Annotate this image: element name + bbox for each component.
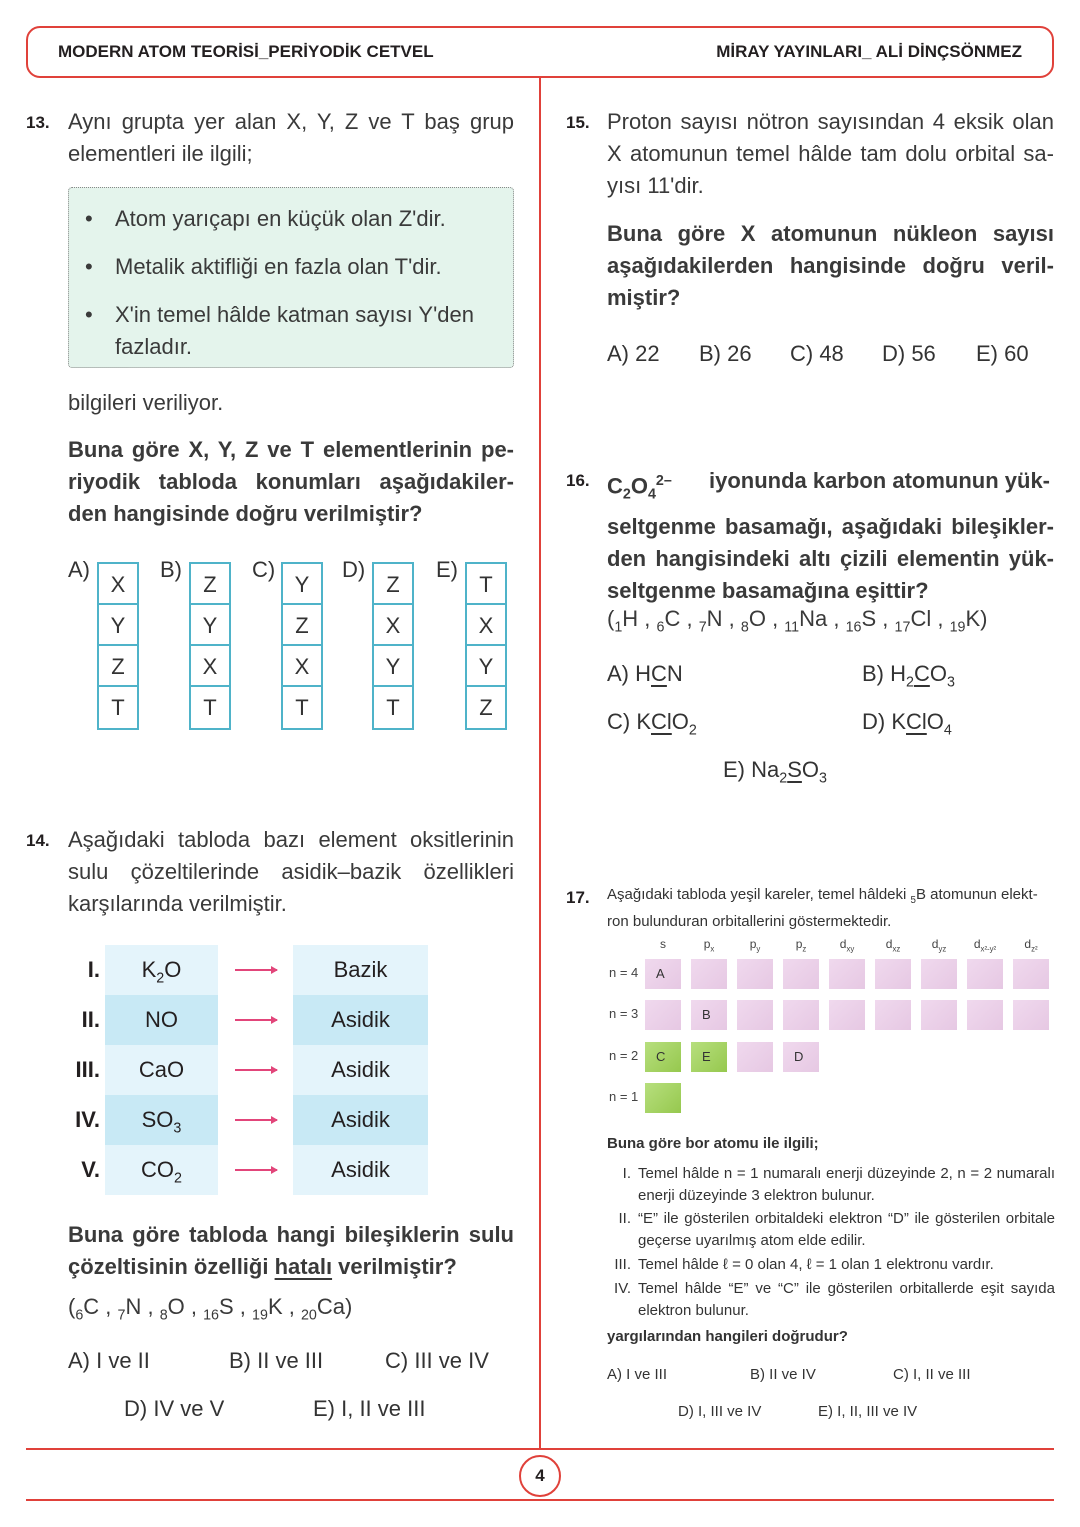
oxide-formula [105,995,218,1045]
arrow-icon [235,1169,277,1171]
page-header [26,26,1054,78]
question-13-prompt [68,434,514,530]
statement-text: Temel hâlde “E” ve “C” ile gösterilen orbitallerde eşit sayıda elektron bulunur. [638,1280,1055,1319]
orbital-box [875,1000,911,1030]
question-13-intro [68,106,514,170]
statement-numeral: III. [614,1256,631,1273]
text-line: Buna göre X, Y, Z ve T elementlerinin pe- [68,437,514,462]
table-row [60,945,430,995]
formula-part: S , [861,606,895,631]
table-row [60,1145,430,1195]
orbital-box-filled [645,1083,681,1113]
text-line: miştir? [607,285,681,310]
formula-part: d [839,937,847,951]
statement-text: “E” ile gösterilen orbitaldeki elektron “D” ile gösterilen orbitale geçerse uyarılmış atom elde edilir. [638,1210,1055,1249]
oxide-formula [105,1045,218,1095]
orbital-column-header [737,937,773,953]
text-line: iyonunda karbon atomunun yük- [709,468,1051,493]
formula-part: z [802,944,807,954]
text-line: Aşağıdaki tabloda bazı element oksitlerinin [68,827,514,852]
formula-part: 6 [75,1307,84,1324]
formula-part: 5 [910,895,916,906]
formula-part: N [666,661,683,686]
footer-divider [26,1448,1054,1450]
formula-part: ( [68,1294,76,1319]
column-cell: Y [99,605,137,646]
page-number: 4 [519,1455,561,1497]
underlined-element: S [787,757,802,782]
column-cell: T [111,695,125,720]
answer-option[interactable]: B) 26 [699,341,752,366]
text-line: karşılarında verilmiştir. [68,891,287,916]
orbital-box [737,1042,773,1072]
formula-part: Aşağıdaki tabloda yeşil kareler, temel hâldeki [607,886,911,903]
option-label[interactable]: C) [252,557,276,582]
formula-part: 16 [845,619,862,636]
column-cell: X [467,605,505,646]
table-row [60,1045,430,1095]
formula-part: K [141,957,157,982]
arrow-icon [235,1019,277,1021]
answer-option[interactable]: E) I, II ve III [313,1396,426,1421]
orbital-box [1013,959,1049,989]
answer-option[interactable]: C) III ve IV [385,1348,489,1373]
column-cell: Y [467,646,505,687]
solution-property: Bazik [293,945,428,995]
text-line: Buna göre tabloda hangi bileşiklerin sulu [68,1222,514,1247]
column-cell: X [374,605,412,646]
formula-part: O , [167,1294,204,1319]
orbital-column-header [1013,937,1049,953]
table-row [60,1095,430,1145]
question-16-number: 16. [566,471,590,490]
orbital-box: B [691,1000,727,1030]
formula-part: 11 [784,619,800,636]
arrow-icon [235,969,277,971]
formula-part: K , [267,1294,301,1319]
energy-level-label: n = 4 [609,965,639,980]
energy-level-label: n = 1 [609,1089,639,1104]
formula-part: B atomunun elekt- [915,886,1038,903]
formula-part: Ca) [316,1294,353,1319]
column-cell: Y [374,646,412,687]
answer-option[interactable] [607,709,697,738]
formula-part: ( [607,606,615,631]
header-topic: MODERN ATOM TEORİSİ_PERİYODİK CETVEL [58,42,434,61]
formula-part: p [703,937,711,951]
answer-option[interactable]: E) 60 [976,341,1029,366]
orbital-column-header [967,937,1003,953]
formula-part: O , [748,606,785,631]
orbital-box [829,959,865,989]
oxide-formula [105,1145,218,1195]
underlined-element: C [913,661,930,686]
column-divider [539,78,541,1450]
text-line [607,884,1054,911]
text-line: Aynı grupta yer alan X, Y, Z ve T baş grup [68,109,514,134]
formula-part: 4 [647,486,656,503]
orbital-column-header [645,937,681,951]
formula-part: 19 [252,1307,268,1324]
orbital-column-header [829,937,865,953]
answer-option[interactable]: A) 22 [607,341,660,366]
formula-part: N , [125,1294,160,1319]
formula-part: CO [141,1157,175,1182]
text-line [607,911,1054,932]
column-cell: Y [283,564,321,605]
formula-part: s [660,937,666,951]
formula-part: xy [846,944,855,954]
formula-part: 17 [894,619,911,636]
formula-part: 7 [698,619,707,636]
orbital-box [691,959,727,989]
question-17-number: 17. [566,888,590,907]
question-16-prompt [607,465,1054,607]
formula-part: d [973,937,981,951]
formula-part: SO [141,1107,174,1132]
formula-part: K) [965,606,988,631]
formula-part: O [801,757,820,782]
info-bullet: • Metalik aktifliği en fazla olan T'dir. [69,251,513,283]
formula-part: O [926,709,944,734]
text-line: yısı 11'dir. [607,173,704,198]
answer-option[interactable] [862,661,955,690]
column-cell: Z [283,605,321,646]
row-numeral: V. [81,1157,100,1182]
element-atomic-numbers [607,603,987,643]
answer-option[interactable]: D) I, III ve IV [678,1403,762,1420]
solution-property: Asidik [293,1095,428,1145]
text-line: riyodik tabloda konumları aşağıdakiler- [68,469,514,494]
formula-part: 2 [622,486,631,503]
formula-part: 7 [117,1307,126,1324]
formula-part: 19 [949,619,966,636]
energy-level-label: n = 2 [609,1048,639,1063]
formula-part: B) H [862,661,906,686]
question-14-number: 14. [26,831,50,850]
answer-option[interactable]: B) II ve IV [750,1366,816,1383]
orbital-box [967,1000,1003,1030]
question-14-intro [68,824,514,920]
arrow-icon [235,1119,277,1121]
formula-part: Na , [799,606,846,631]
orbital-box [783,1000,819,1030]
arrow-icon [235,1069,277,1071]
formula-part: 16 [203,1307,220,1324]
column-cell: Z [374,564,412,605]
orbital-box [875,959,911,989]
question-13-number: 13. [26,113,50,132]
footer-bottom-line [26,1499,1054,1501]
formula-part: d [885,937,893,951]
orbital-box [645,1000,681,1030]
formula-part: O [164,957,182,982]
column-cell: T [203,695,217,720]
statement-text: Temel hâlde n = 1 numaralı enerji düzeyinde 2, n = 2 numaralı enerji düzeyinde 3 elektron bulunur. [638,1165,1055,1204]
formula-part: 1 [614,619,623,636]
orbital-column-header [875,937,911,953]
answer-option[interactable]: A) I ve III [607,1366,668,1383]
statement-numeral: II. [618,1210,631,1227]
column-cell: Z [479,695,493,720]
text-line: sulu çözeltilerinde asidik–bazik özellikleri [68,859,514,884]
orbital-box [921,959,957,989]
column-cell: T [386,695,400,720]
option-column[interactable] [465,562,507,730]
column-cell: T [295,695,309,720]
formula-part: O [630,473,648,499]
formula-part: 4 [943,722,952,739]
text-line: den hangisindeki altı çizili elementin yük- [607,545,1054,571]
option-column[interactable] [189,562,231,730]
column-cell: T [467,564,505,605]
orbital-column-header [921,937,957,953]
statement [607,1208,1055,1252]
underlined-element: Cl [906,709,927,734]
formula-part: C , [664,606,699,631]
formula-part: H , [622,606,657,631]
orbital-box: D [783,1042,819,1072]
formula-part: xz [892,944,901,954]
column-cell: Z [99,646,137,687]
column-cell: X [99,564,137,605]
text-line: X atomunun temel hâlde tam dolu orbital sa- [607,141,1054,166]
statement-text: Temel hâlde ℓ = 0 olan 4, ℓ = 1 olan 1 elektronu vardır. [638,1256,994,1273]
formula-part: çözeltisinin özelliği [68,1254,275,1279]
formula-part: NO [145,1007,178,1032]
solution-property: Asidik [293,995,428,1045]
text-line: den hangisinde doğru verilmiştir? [68,501,423,526]
formula-part: 20 [300,1307,317,1324]
formula-part: 2 [174,1170,182,1187]
statement [607,1163,1055,1207]
solution-property: Asidik [293,1045,428,1095]
orbital-box [967,959,1003,989]
question-14-prompt [68,1219,514,1283]
answer-option[interactable] [607,661,683,687]
orbital-box [783,959,819,989]
formula-part: 2 [779,770,788,787]
formula-part: O [929,661,947,686]
oxide-formula [105,945,218,995]
element-atomic-numbers [68,1291,352,1331]
question-15-number: 15. [566,113,590,132]
formula-part: ron bulunduran orbitallerini göstermektedir. [607,913,892,930]
formula-part: C) K [607,709,651,734]
formula-part: d [1024,937,1032,951]
row-numeral: I. [87,957,100,982]
orbital-box: A [645,959,681,989]
orbital-column-header [783,937,819,953]
orbital-box-filled: C [645,1042,681,1072]
orbital-box [737,1000,773,1030]
formula-part: 2 [156,970,165,987]
question-17-intro [607,884,1054,932]
column-cell: Z [191,564,229,605]
statement [607,1278,1055,1322]
orbital-box [1013,1000,1049,1030]
formula-part: p [795,937,803,951]
formula-part: C , [83,1294,118,1319]
underlined-element: Cl [651,709,672,734]
formula-part: 2 [906,674,914,691]
solution-property: Asidik [293,1145,428,1195]
answer-option[interactable]: D) IV ve V [124,1396,225,1421]
answer-option[interactable]: B) II ve III [229,1348,324,1373]
question-15-prompt [607,218,1054,314]
column-cell: X [191,646,229,687]
column-cell: X [283,646,321,687]
formula-part: 3 [173,1120,182,1137]
formula-part: CaO [138,1057,185,1082]
formula-part: p [749,937,757,951]
option-label[interactable]: B) [160,557,182,582]
formula-part: A) H [607,661,651,686]
text-line [68,1251,514,1283]
answer-option[interactable]: E) I, II, III ve IV [818,1403,918,1420]
formula-part: 6 [656,619,665,636]
oxide-formula [105,1095,218,1145]
table-row [60,995,430,1045]
formula-part: y [756,944,761,954]
row-numeral: III. [75,1057,100,1082]
option-label[interactable]: D) [342,557,366,582]
formula-part: z² [1031,944,1038,954]
answer-option[interactable]: C) I, II ve III [893,1366,971,1383]
option-column[interactable] [97,562,139,730]
info-bullet: • X'in temel hâlde katman sayısı Y'den fazladır. [69,299,513,363]
question-13-info-box [68,187,514,368]
formula-part: 3 [946,674,955,691]
formula-part: Cl , [910,606,950,631]
info-bullet: • Atom yarıçapı en küçük olan Z'dir. [69,203,513,235]
option-column[interactable] [281,562,323,730]
answer-option[interactable]: C) 48 [790,341,844,366]
formula-part: O [671,709,689,734]
question-17-prompt: yargılarından hangileri doğrudur? [607,1328,848,1345]
energy-level-label: n = 3 [609,1006,639,1021]
row-numeral: IV. [75,1107,100,1132]
orbital-column-header [691,937,727,953]
formula-part: verilmiştir? [332,1254,457,1279]
text-line: Buna göre X atomunun nükleon sayısı [607,221,1054,246]
underlined-element: hatalı [274,1254,333,1279]
text-line: Proton sayısı nötron sayısından 4 eksik olan [607,109,1054,134]
statement-numeral: I. [622,1165,631,1182]
question-13-after: bilgileri veriliyor. [68,390,224,415]
text-line: elementleri ile ilgili; [68,141,253,166]
header-publisher: MİRAY YAYINLARI_ ALİ DİNÇSÖNMEZ [716,42,1022,61]
text-line: seltgenme basamağına eşittir? [607,577,929,603]
statement [607,1254,1055,1276]
formula-part: N , [706,606,741,631]
answer-option[interactable]: A) I ve II [68,1348,150,1373]
option-label[interactable]: A) [68,557,90,582]
statement-numeral: IV. [614,1280,631,1297]
question-17-lead: Buna göre bor atomu ile ilgili; [607,1135,819,1152]
formula-part: 2– [655,473,672,489]
text-line: seltgenme basamağı, aşağıdaki bileşikler- [607,513,1054,539]
orbital-box [737,959,773,989]
formula-part: d [931,937,939,951]
formula-part: D) K [862,709,906,734]
answer-option[interactable] [723,757,827,786]
formula-part: 8 [740,619,749,636]
answer-option[interactable] [862,709,952,738]
orbital-box [829,1000,865,1030]
formula-part: C [607,473,623,499]
orbital-box-filled: E [691,1042,727,1072]
formula-part: 8 [159,1307,168,1324]
answer-option[interactable]: D) 56 [882,341,936,366]
orbital-box [921,1000,957,1030]
formula-part: 3 [819,770,827,787]
oxalate-ion [607,465,672,511]
option-column[interactable] [372,562,414,730]
question-15-intro [607,106,1054,202]
formula-part: x²-y² [980,944,997,954]
column-cell: Y [191,605,229,646]
text-line: aşağıdakilerden hangisinde doğru veril- [607,253,1054,278]
formula-part: S , [219,1294,253,1319]
formula-part: 2 [688,722,697,739]
row-numeral: II. [81,1007,100,1032]
underlined-element: C [651,661,667,686]
option-label[interactable]: E) [436,557,458,582]
formula-part: E) Na [723,757,780,782]
formula-part: x [710,944,715,954]
formula-part: yz [938,944,947,954]
